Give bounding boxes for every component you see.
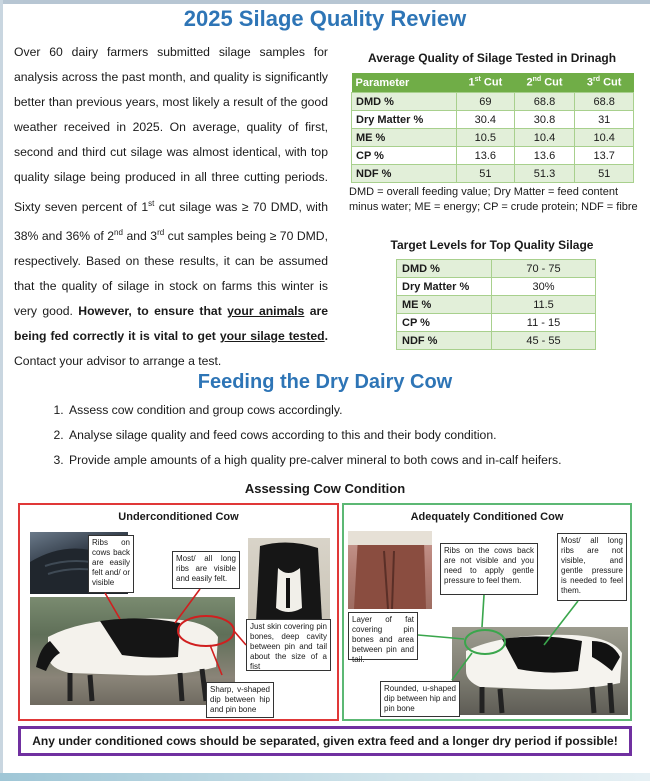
table-row: CP % 13.6 13.6 13.7: [352, 147, 634, 165]
quality-table: [351, 73, 634, 183]
section-title-dry-cow: Feeding the Dry Dairy Cow: [197, 371, 453, 393]
adequate-cow-rear-photo: [348, 531, 432, 609]
top-border: [0, 0, 650, 4]
table-row: Dry Matter % 30%: [397, 278, 596, 296]
page-title: 2025 Silage Quality Review: [183, 6, 467, 31]
table-row: NDF % 51 51.3 51: [352, 165, 634, 183]
target-table: [396, 259, 596, 350]
ribs-callout: Ribs on cows back are easily felt and/ or visible: [88, 535, 134, 593]
assess-title: Assessing Cow Condition: [244, 481, 406, 496]
header-cut-2: 2nd Cut: [514, 73, 575, 93]
quality-table-title: Average Quality of Silage Tested in Drinagh: [367, 51, 617, 65]
intro-emphasis: However, to ensure that your animals are being fed correctly it is vital to get your silage tested.: [14, 304, 329, 344]
underconditioned-panel: [18, 503, 339, 721]
bottom-advice-note: Any under conditioned cows should be separated, given extra feed and a longer dry period if possible!: [18, 726, 632, 756]
fat-callout: Layer of fat covering pin bones and area between pin and tail.: [348, 612, 418, 660]
table-row: NDF % 45 - 55: [397, 332, 596, 350]
adequate-title: Adequately Conditioned Cow: [410, 511, 564, 523]
adequate-panel: [342, 503, 632, 721]
list-item: 2. Analyse silage quality and feed cows according to this and their body condition.: [67, 423, 650, 448]
header-cut-1: 1st Cut: [457, 73, 515, 93]
pin-bone-callout: Just skin covering pin bones, deep cavity between pin and tail about the size of a fist: [246, 619, 331, 671]
adequate-ribs-callout: Ribs on the cows back are not visible and you need to apply gentle pressure to feel them.: [440, 543, 538, 595]
table-row: ME % 10.5 10.4 10.4: [352, 129, 634, 147]
abbreviation-note: DMD = overall feeding value; Dry Matter = feed content minus water; ME = energy; CP = crude protein; NDF = fibre: [349, 186, 638, 213]
list-item: 3. Provide ample amounts of a high quality pre-calver mineral to both cows and in-calf heifers.: [67, 448, 650, 473]
list-item: 1. Assess cow condition and group cows accordingly.: [67, 398, 650, 423]
dip-callout: Sharp, v-shaped dip between hip and pin bone: [206, 682, 274, 718]
adequate-dip-callout: Rounded, u-shaped dip between hip and pin bone: [380, 681, 460, 717]
table-row: Dry Matter % 30.4 30.8 31: [352, 111, 634, 129]
steps-list: [42, 398, 650, 473]
quality-table-header: [352, 73, 634, 93]
footer-bar: [0, 773, 650, 781]
adequate-long-ribs-callout: Most/ all long ribs are not visible, and gentle pressure is needed to feel them.: [557, 533, 627, 601]
header-parameter: Parameter: [352, 73, 457, 93]
table-row: CP % 11 - 15: [397, 314, 596, 332]
green-indicator-circle: [462, 627, 508, 657]
target-table-title: Target Levels for Top Quality Silage: [390, 238, 594, 252]
intro-paragraph: Over 60 dairy farmers submitted silage samples for analysis across the past month, and quality is significantly better than previous years, most likely a result of the good weather received in 2025. On average, quality of first, second and third cut silage was almost identical, with top quality silage being produced in all three cutting periods. Sixty seven percent of 1st cut silage was ≥ 70 DMD, with 38% and 36% of 2nd and 3rd cut samples being ≥ 70 DMD, respectively. Based on these results, it can be assumed that the quality of silage in stock on farms this winter is very good. However, to ensure that your animals are being fed correctly it is vital to get your silage tested. Contact your advisor to arrange a test.: [14, 45, 329, 369]
red-indicator-circle: [175, 613, 237, 649]
table-row: DMD % 69 68.8 68.8: [352, 93, 634, 111]
cow-rear-photo: [248, 538, 330, 621]
long-ribs-callout: Most/ all long ribs are visible and easily felt.: [172, 551, 240, 589]
underconditioned-title: Underconditioned Cow: [118, 511, 239, 523]
table-row: ME % 11.5: [397, 296, 596, 314]
table-row: DMD % 70 - 75: [397, 260, 596, 278]
header-cut-3: 3rd Cut: [575, 73, 634, 93]
